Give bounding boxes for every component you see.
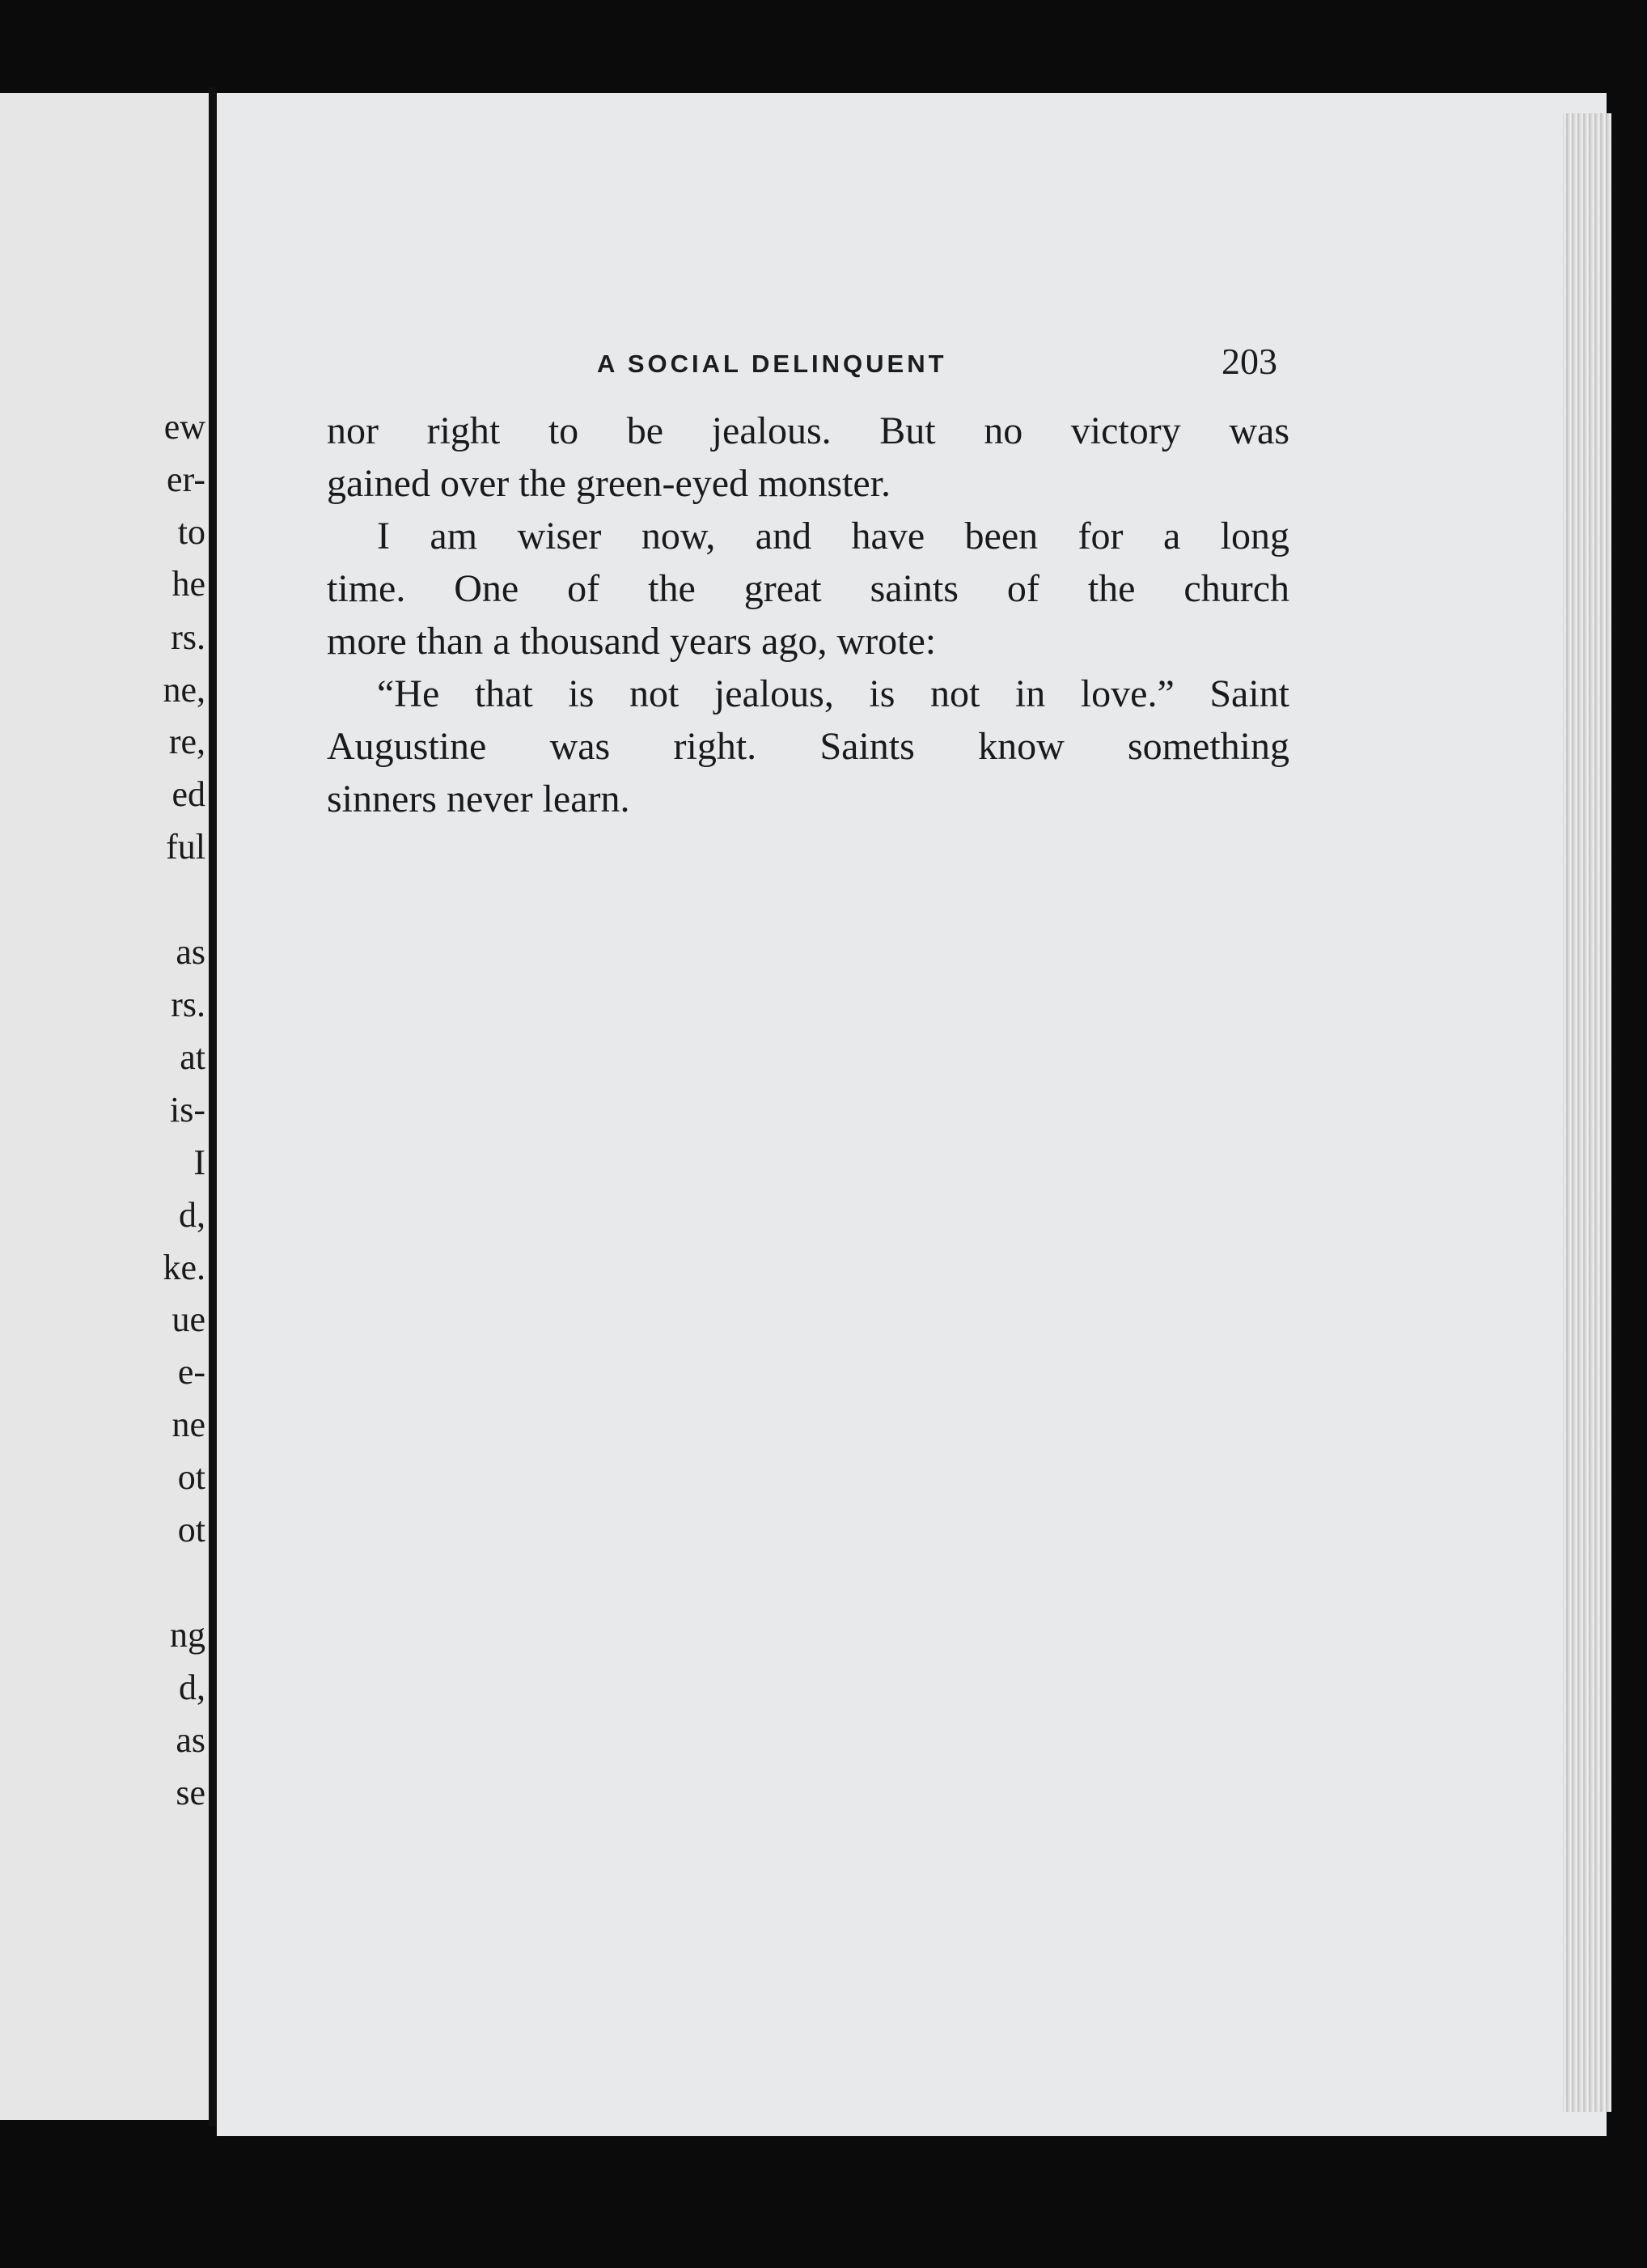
- text-line: more than a thousand years ago, wrote:: [327, 620, 937, 663]
- running-head: A SOCIAL DELINQUENT: [597, 350, 947, 378]
- left-fragment: se: [176, 1773, 205, 1812]
- left-fragment: d,: [179, 1195, 205, 1235]
- left-fragment: d,: [179, 1668, 205, 1707]
- left-fragment: ot: [177, 1510, 205, 1549]
- text-line: Augustine was right. Saints know something: [327, 725, 1289, 768]
- left-fragment: ot: [177, 1457, 205, 1497]
- left-fragment: ful: [166, 827, 205, 867]
- left-fragment: at: [180, 1037, 205, 1077]
- left-fragment: ew: [163, 407, 205, 447]
- page-edge-stack: [1563, 113, 1611, 2112]
- left-fragment: ng: [170, 1615, 205, 1655]
- left-fragment: to: [177, 512, 205, 552]
- scan-artifact: [404, 16, 409, 20]
- left-fragment: ue: [171, 1299, 205, 1339]
- left-fragment: ed: [171, 774, 205, 814]
- left-fragment: e-: [177, 1352, 205, 1392]
- left-fragment: I: [193, 1142, 205, 1182]
- left-fragment: ne: [171, 1405, 205, 1444]
- left-fragment: er-: [167, 460, 205, 499]
- text-line: gained over the green-eyed monster.: [327, 462, 891, 505]
- left-fragment: he: [171, 564, 205, 604]
- text-line: sinners never learn.: [327, 778, 630, 820]
- left-fragment: as: [176, 1720, 205, 1760]
- previous-page-fragment: [0, 93, 212, 2120]
- left-fragment: re,: [168, 722, 205, 761]
- book-gutter: [209, 87, 217, 2126]
- left-fragment: rs.: [171, 617, 205, 657]
- page-body-text: [327, 405, 1289, 825]
- left-fragment: as: [176, 932, 205, 972]
- page-number: 203: [1221, 341, 1277, 382]
- text-line: “He that is not jealous, is not in love.” Saint: [377, 672, 1289, 715]
- left-fragment: rs.: [171, 985, 205, 1024]
- scan-artifact: [558, 16, 561, 19]
- current-page: [217, 93, 1607, 2136]
- scan-artifact: [91, 0, 97, 21]
- text-line: nor right to be jealous. But no victory was: [327, 409, 1289, 452]
- left-fragment: is-: [170, 1090, 205, 1130]
- text-line: I am wiser now, and have been for a long: [377, 515, 1289, 557]
- left-fragment: ke.: [163, 1248, 205, 1287]
- text-line: time. One of the great saints of the church: [327, 567, 1289, 610]
- left-fragment: ne,: [163, 670, 205, 710]
